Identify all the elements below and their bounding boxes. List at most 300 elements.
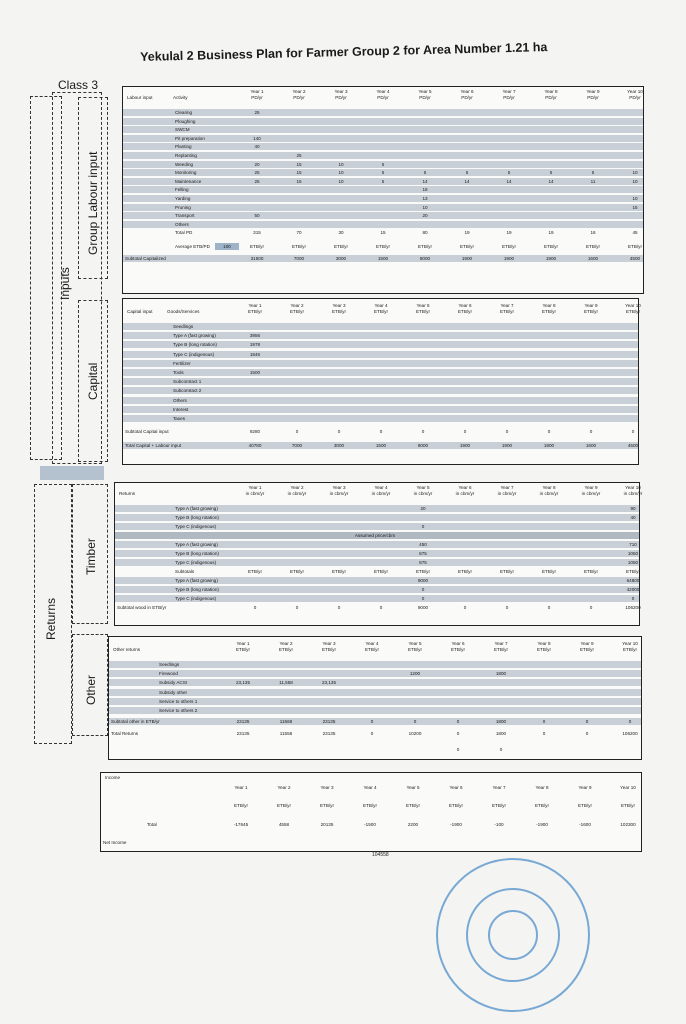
year-header: Year 5: [406, 785, 420, 790]
cell-value: 31500: [250, 256, 264, 262]
other-row: [109, 698, 641, 705]
unit-header: ETB/yr: [536, 647, 552, 652]
cell-value: 1846: [249, 351, 261, 357]
unit-header: PD/yr: [503, 95, 515, 100]
cell-value: 10: [338, 178, 344, 184]
unit-header: ETB/yr: [319, 803, 335, 808]
unit-header: ETB/yr: [233, 803, 249, 808]
timber-price-row: [115, 541, 639, 548]
cell-value: 0: [253, 605, 257, 610]
capital-section-label: Capital: [86, 362, 100, 400]
cell-value: 1600: [585, 443, 597, 449]
year-header: Year 8: [537, 641, 551, 646]
cell-value: 0: [547, 429, 551, 435]
cell-value: 0: [421, 429, 425, 435]
row-label: Total Capital + Labour input: [125, 443, 182, 449]
cell-value: ETB/yr: [375, 244, 391, 250]
cell-value: 40: [254, 144, 260, 150]
cell-value: 14: [422, 178, 428, 184]
stamp-inner-ring: [466, 888, 560, 982]
other-subtotal-row: [109, 718, 641, 725]
cell-value: 0: [456, 731, 460, 737]
year-header: Year 5: [418, 89, 432, 94]
year-header: Year 9: [586, 89, 600, 94]
cell-value: ETB/yr: [627, 244, 643, 250]
cell-value: ETB/yr: [499, 569, 515, 574]
unit-header: ETB/yr: [415, 309, 431, 314]
year-header: Year 7: [500, 485, 514, 490]
table-header-left: Labour input: [127, 95, 153, 100]
unit-header: ETB/yr: [583, 309, 599, 314]
row-label: Pruning: [175, 204, 191, 210]
cell-value: ETB/yr: [289, 569, 305, 574]
income-table: [100, 772, 642, 852]
cell-value: 0: [505, 605, 509, 610]
cell-value: 10: [422, 204, 428, 210]
cell-value: 15: [632, 204, 638, 210]
cell-value: ETB/yr: [541, 569, 557, 574]
row-label: Type B (long rotation): [175, 551, 219, 556]
row-label: Total: [147, 822, 157, 827]
year-header: Year 3: [334, 89, 348, 94]
cell-value: 710: [629, 542, 637, 547]
cell-value: 10: [632, 170, 638, 176]
year-header: Year 8: [542, 485, 556, 490]
cell-value: 0: [421, 587, 425, 592]
row-label: Subsidy ACSI: [159, 680, 188, 686]
cell-value: ETB/yr: [459, 244, 475, 250]
year-header: Year 2: [290, 485, 304, 490]
row-label: Subtotal Capitalized: [125, 256, 166, 262]
row-label: Type A (fast growing): [175, 506, 218, 511]
timber-cbm-row: [115, 505, 639, 512]
year-header: Year 6: [458, 485, 472, 490]
cell-value: 450: [419, 542, 427, 547]
cell-value: 106200: [622, 731, 638, 737]
cell-value: 1050: [627, 551, 639, 556]
cell-value: ETB/yr: [333, 244, 349, 250]
cell-value: 10: [632, 178, 638, 184]
row-label: Pit preparation: [175, 135, 205, 141]
year-header: Year 3: [332, 303, 346, 308]
year-header: Year 1: [248, 485, 262, 490]
labour-row: [123, 221, 643, 228]
other-row: [109, 670, 641, 677]
unit-header: in cbm/yr: [245, 491, 265, 496]
cell-value: ETB/yr: [457, 569, 473, 574]
year-header: Year 2: [292, 89, 306, 94]
row-label: Planting: [175, 144, 192, 150]
year-header: Year 6: [458, 303, 472, 308]
page-title: Yekulal 2 Business Plan for Farmer Group 2 for Area Number 1.21 ha: [140, 40, 548, 64]
unit-header: ETB/yr: [278, 647, 294, 652]
unit-header: ETB/yr: [625, 309, 641, 314]
cell-value: ETB/yr: [501, 244, 517, 250]
cell-value: 20: [254, 161, 260, 167]
unit-header: ETB/yr: [321, 647, 337, 652]
row-label: Replanting: [175, 153, 197, 158]
cell-value: 1900: [545, 256, 557, 262]
row-label: Type B (long rotation): [175, 515, 219, 520]
unit-header: in cbm/yr: [581, 491, 601, 496]
table-header-left: Capital input: [127, 309, 153, 314]
labour-row: [123, 204, 643, 211]
labour-row: [123, 118, 643, 125]
cell-value: 5: [507, 170, 511, 176]
year-header: Year 4: [376, 89, 390, 94]
cell-value: 5: [423, 170, 427, 176]
row-label: Total Returns: [111, 731, 139, 737]
unit-header: ETB/yr: [622, 647, 638, 652]
cell-value: 3000: [333, 443, 345, 449]
capital-table: [122, 298, 639, 465]
unit-header: PD/yr: [335, 95, 347, 100]
cell-value: 2200: [407, 822, 419, 827]
year-header: Year 5: [416, 303, 430, 308]
cell-value: 7000: [293, 256, 305, 262]
other-row: [109, 707, 641, 714]
unit-header: ETB/yr: [362, 803, 378, 808]
cell-value: 0: [463, 605, 467, 610]
cell-value: 0: [456, 719, 460, 725]
unit-header: ETB/yr: [534, 803, 550, 808]
unit-header: ETB/yr: [331, 309, 347, 314]
unit-header: in cbm/yr: [497, 491, 517, 496]
unit-header: PD/yr: [461, 95, 473, 100]
cell-value: -1900: [450, 822, 462, 827]
unit-header: in cbm/yr: [539, 491, 559, 496]
labour-row: [123, 169, 643, 176]
cell-value: 0: [295, 429, 299, 435]
cell-value: 1800: [495, 671, 507, 677]
row-label: Others: [173, 397, 187, 403]
row-label: Service to others 2: [159, 708, 198, 713]
timber-subtotal-row: [115, 595, 639, 602]
row-label: Type C (indigenous): [175, 524, 217, 529]
unit-header: in cbm/yr: [623, 491, 643, 496]
cell-value: 1500: [377, 256, 389, 262]
cell-value: 5: [549, 170, 553, 176]
cell-value: 875: [419, 560, 427, 565]
year-header: Year 2: [277, 785, 291, 790]
cell-value: ETB/yr: [249, 244, 265, 250]
capital-row: [123, 387, 638, 394]
cell-value: ETB/yr: [331, 569, 347, 574]
cell-value: 0: [421, 596, 425, 601]
cell-value: ETB/yr: [247, 569, 263, 574]
cell-value: 0: [631, 429, 635, 435]
cell-value: 0: [585, 719, 589, 725]
cell-value: 9000: [417, 605, 429, 610]
row-label: Total PD: [175, 230, 193, 236]
unit-header: in cbm/yr: [287, 491, 307, 496]
table-header-left: Other returns: [113, 647, 141, 652]
labour-row: [123, 152, 643, 159]
row-label: Subcontract 1: [173, 379, 202, 385]
year-header: Year 9: [584, 303, 598, 308]
labour-row: [123, 186, 643, 193]
labour-row: [123, 161, 643, 168]
cell-value: 14: [464, 178, 470, 184]
timber-subtotals-header: [115, 568, 639, 575]
cell-value: 0: [337, 605, 341, 610]
cell-value: 3956: [249, 333, 261, 339]
capital-row: [123, 323, 638, 330]
capital-row: [123, 351, 638, 358]
unit-header: PD/yr: [629, 95, 641, 100]
unit-header: PD/yr: [545, 95, 557, 100]
row-label: Subtotals: [175, 569, 195, 574]
cell-value: 0: [370, 731, 374, 737]
cell-value: 1500: [249, 370, 261, 375]
year-header: Year 4: [365, 641, 379, 646]
labour-total-row: [123, 229, 643, 236]
year-header: Year 3: [332, 485, 346, 490]
cell-value: 1900: [503, 256, 515, 262]
cell-value: 23,135: [235, 680, 251, 686]
cell-value: 0: [295, 605, 299, 610]
cell-value: 5: [381, 170, 385, 176]
cell-value: 0: [499, 747, 503, 753]
table-header-left: Returns: [119, 491, 136, 496]
labour-row: [123, 143, 643, 150]
avg-etb-value: 100: [215, 243, 239, 250]
cell-value: 4500: [627, 443, 639, 449]
cell-value: 0: [421, 524, 425, 529]
cell-value: 50: [254, 213, 260, 219]
cell-value: 25: [254, 170, 260, 176]
cell-value: 9000: [417, 578, 429, 583]
unit-header: PD/yr: [251, 95, 263, 100]
cell-value: 0: [379, 429, 383, 435]
cell-value: 15: [296, 178, 302, 184]
row-label: Type C (indigenous): [175, 596, 217, 601]
unit-header: ETB/yr: [577, 803, 593, 808]
row-label: Type C (indigenous): [175, 560, 217, 565]
cell-value: 11: [590, 178, 596, 184]
unit-header: in cbm/yr: [329, 491, 349, 496]
year-header: Year 10: [625, 303, 641, 308]
cell-value: 4558: [278, 822, 290, 827]
table-header-sub: Goods/Services: [167, 309, 200, 314]
row-label: Clearing: [175, 110, 193, 115]
timber-subtotal-row: [115, 577, 639, 584]
cell-value: ETB/yr: [291, 244, 307, 250]
year-header: Year 4: [363, 785, 377, 790]
row-label: Average ETB/PD: [175, 244, 210, 250]
year-header: Year 7: [494, 641, 508, 646]
cell-value: 40: [630, 515, 636, 520]
other-row: [109, 689, 641, 696]
year-header: Year 6: [460, 89, 474, 94]
capital-row: [123, 415, 638, 422]
cell-value: 15: [380, 230, 386, 236]
unit-header: PD/yr: [293, 95, 305, 100]
labour-row: [123, 109, 643, 116]
row-label: Yarding: [175, 196, 191, 201]
cell-value: 106200: [625, 605, 641, 610]
unit-header: ETB/yr: [235, 647, 251, 652]
cell-value: 8000: [419, 256, 431, 262]
year-header: Year 9: [584, 485, 598, 490]
cell-value: 4500: [629, 256, 641, 262]
income-total-row: [101, 821, 641, 828]
cell-value: 0: [463, 429, 467, 435]
cell-value: 40780: [248, 443, 262, 449]
row-label: Seedlings: [173, 324, 194, 329]
cell-value: 23,135: [321, 680, 337, 686]
table-header-sub: Activity: [173, 95, 188, 100]
cell-value: 0: [589, 605, 593, 610]
stamp-emblem: [488, 910, 538, 960]
cell-value: 18: [422, 187, 428, 193]
cell-value: 1800: [495, 719, 507, 725]
capital-total-row: [123, 442, 638, 449]
cell-value: 23135: [322, 719, 336, 725]
cell-value: ETB/yr: [543, 244, 559, 250]
timber-price-row: [115, 559, 639, 566]
timber-price-row: [115, 550, 639, 557]
returns-section-label: Returns: [44, 597, 58, 640]
cell-value: 140: [253, 135, 261, 141]
capital-row: [123, 397, 638, 404]
capital-subtotal-row: [123, 428, 638, 435]
year-header: Year 5: [416, 485, 430, 490]
unit-header: ETB/yr: [364, 647, 380, 652]
cell-value: 10: [632, 196, 638, 201]
cell-value: 1600: [587, 256, 599, 262]
cell-value: 102300: [620, 822, 636, 827]
cell-value: 0: [505, 429, 509, 435]
cell-value: 11558: [279, 731, 293, 737]
timber-cbm-row: [115, 523, 639, 530]
unit-header: ETB/yr: [579, 647, 595, 652]
timber-table: [114, 482, 643, 626]
row-label: Firewood: [159, 671, 178, 677]
year-header: Year 6: [449, 785, 463, 790]
labour-table: [122, 86, 644, 294]
row-label: Transport: [175, 213, 195, 219]
year-header: Year 7: [500, 303, 514, 308]
income-header: Income: [105, 775, 121, 780]
cell-value: 20: [420, 506, 426, 511]
cell-value: 0: [631, 596, 635, 601]
other-total-row: [109, 730, 641, 737]
year-header: Year 9: [580, 641, 594, 646]
year-header: Year 3: [322, 641, 336, 646]
row-label: Monitoring: [175, 170, 197, 176]
cell-value: ETB/yr: [585, 244, 601, 250]
cell-value: 19: [506, 230, 512, 236]
labour-row: [123, 195, 643, 202]
year-header: Year 8: [535, 785, 549, 790]
official-stamp: [436, 858, 590, 1012]
capital-row: [123, 332, 638, 339]
cell-value: 16: [590, 230, 596, 236]
labour-row: [123, 178, 643, 185]
other-returns-table: [108, 636, 642, 760]
year-header: Year 1: [236, 641, 250, 646]
unit-header: ETB/yr: [620, 803, 636, 808]
cell-value: 23135: [322, 731, 336, 737]
cell-value: 45: [632, 230, 638, 236]
row-label: Subsidy other: [159, 689, 188, 695]
capital-row: [123, 406, 638, 413]
cell-value: 5: [381, 161, 385, 167]
row-label: Felling: [175, 187, 189, 193]
row-label: Type A (fast growing): [173, 333, 216, 339]
cell-value: 20: [422, 213, 428, 219]
row-label: Net Income: [103, 840, 127, 845]
cell-value: 7000: [291, 443, 303, 449]
cell-value: 5: [381, 178, 385, 184]
row-label: Fertilizer: [173, 360, 191, 366]
unit-header: PD/yr: [377, 95, 389, 100]
cell-value: 0: [337, 429, 341, 435]
cell-value: ETB/yr: [417, 244, 433, 250]
cell-value: 1200: [409, 671, 421, 677]
capital-row: [123, 360, 638, 367]
cell-value: 1500: [375, 443, 387, 449]
cell-value: 25: [254, 178, 260, 184]
cell-value: ETB/yr: [373, 569, 389, 574]
row-label: Type B (long rotation): [173, 342, 217, 348]
capital-row: [123, 369, 638, 376]
cell-value: 0: [379, 605, 383, 610]
year-header: Year 4: [374, 485, 388, 490]
unit-header: ETB/yr: [450, 647, 466, 652]
unit-header: ETB/yr: [276, 803, 292, 808]
year-header: Year 8: [542, 303, 556, 308]
cell-value: 70: [296, 230, 302, 236]
row-label: Subcontract 2: [173, 388, 202, 394]
labour-row: [123, 135, 643, 142]
unit-header: ETB/yr: [373, 309, 389, 314]
cell-value: 10: [338, 170, 344, 176]
cell-value: 1800: [495, 731, 507, 737]
cell-value: 0: [585, 731, 589, 737]
timber-wood-row: [115, 604, 639, 611]
cell-value: 11568: [279, 719, 293, 725]
cell-value: 1900: [543, 443, 555, 449]
row-label: Weeding: [175, 161, 194, 167]
cell-value: -100: [494, 822, 504, 827]
cell-value: -1500: [364, 822, 376, 827]
cell-value: 19: [548, 230, 554, 236]
cell-value: 64800: [626, 578, 640, 583]
cell-value: 13: [422, 196, 428, 201]
cell-value: 10200: [408, 731, 422, 737]
other-row: [109, 661, 641, 668]
labour-row: [123, 126, 643, 133]
year-header: Year 5: [408, 641, 422, 646]
year-header: Year 7: [492, 785, 506, 790]
row-label: Subtotal Capital input: [125, 429, 169, 435]
cell-value: 0: [456, 747, 460, 753]
cell-value: 0: [413, 719, 417, 725]
cell-value: 9280: [249, 429, 261, 435]
year-header: Year 9: [578, 785, 592, 790]
year-header: Year 10: [620, 785, 636, 790]
cell-value: 25: [254, 110, 260, 115]
row-label: Service to others 1: [159, 698, 198, 704]
year-header: Year 2: [290, 303, 304, 308]
class-label: Class 3: [58, 78, 99, 92]
row-label: Maintenance: [175, 178, 202, 184]
unit-header: ETB/yr: [405, 803, 421, 808]
inputs-section-label: Inputs: [58, 267, 72, 300]
year-header: Year 2: [279, 641, 293, 646]
